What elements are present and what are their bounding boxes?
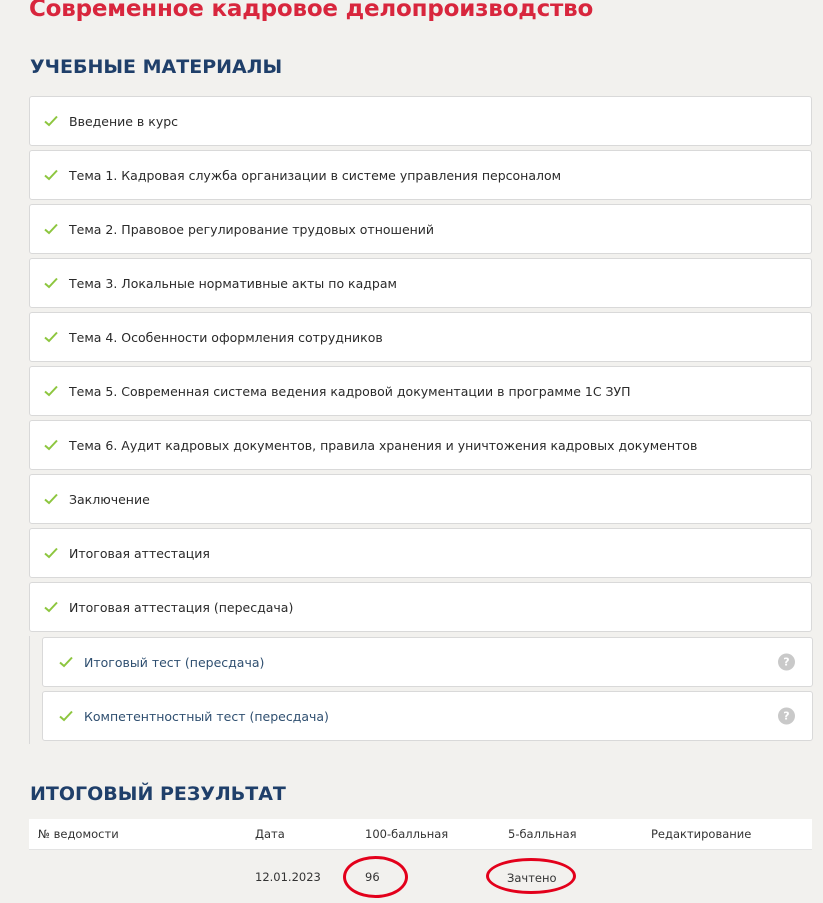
module-item[interactable] bbox=[29, 96, 812, 146]
module-label: Тема 5. Современная система ведения кадровой документации в программе 1С ЗУП bbox=[69, 383, 631, 399]
subitem-label: Итоговый тест (пересдача) bbox=[84, 654, 265, 670]
check-icon bbox=[59, 709, 73, 723]
course-title: Современное кадровое делопроизводство bbox=[29, 0, 594, 22]
module-label: Итоговая аттестация (пересдача) bbox=[69, 599, 294, 615]
check-icon bbox=[44, 276, 58, 290]
score-highlight-circle bbox=[343, 856, 408, 898]
check-icon bbox=[44, 384, 58, 398]
grade-highlight-circle bbox=[486, 858, 576, 894]
subitem-label: Компетентностный тест (пересдача) bbox=[84, 708, 329, 724]
col-header-score-5: 5-балльная bbox=[508, 827, 577, 841]
check-icon bbox=[44, 546, 58, 560]
col-header-score-100: 100-балльная bbox=[365, 827, 449, 841]
module-item[interactable] bbox=[29, 366, 812, 416]
module-item[interactable] bbox=[29, 312, 812, 362]
retake-subitems bbox=[29, 636, 812, 744]
result-heading: ИТОГОВЫЙ РЕЗУЛЬТАТ bbox=[30, 783, 286, 805]
results-header-row bbox=[29, 819, 812, 850]
module-label: Тема 4. Особенности оформления сотрудников bbox=[69, 329, 383, 345]
module-item[interactable] bbox=[29, 528, 812, 578]
col-header-statement: № ведомости bbox=[38, 827, 119, 841]
module-item[interactable] bbox=[29, 474, 812, 524]
check-icon bbox=[44, 600, 58, 614]
results-table bbox=[29, 819, 812, 903]
check-icon bbox=[44, 114, 58, 128]
module-item[interactable] bbox=[29, 204, 812, 254]
help-icon[interactable]: ? bbox=[778, 654, 795, 671]
subitem-final-test-retake[interactable] bbox=[42, 637, 813, 687]
module-list bbox=[29, 96, 812, 636]
check-icon bbox=[44, 492, 58, 506]
table-row bbox=[29, 850, 812, 903]
module-item[interactable] bbox=[29, 420, 812, 470]
module-item[interactable] bbox=[29, 258, 812, 308]
check-icon bbox=[44, 222, 58, 236]
materials-heading: УЧЕБНЫЕ МАТЕРИАЛЫ bbox=[30, 56, 283, 78]
module-label: Тема 6. Аудит кадровых документов, правила хранения и уничтожения кадровых документов bbox=[69, 437, 698, 453]
module-item[interactable] bbox=[29, 582, 812, 632]
module-label: Заключение bbox=[69, 491, 150, 507]
module-label: Тема 3. Локальные нормативные акты по кадрам bbox=[69, 275, 397, 291]
module-label: Тема 2. Правовое регулирование трудовых отношений bbox=[69, 221, 435, 237]
module-label: Итоговая аттестация bbox=[69, 545, 210, 561]
check-icon bbox=[59, 655, 73, 669]
col-header-date: Дата bbox=[255, 827, 285, 841]
check-icon bbox=[44, 168, 58, 182]
result-score-100: 96 bbox=[365, 870, 380, 884]
module-label: Введение в курс bbox=[69, 113, 179, 129]
module-label: Тема 1. Кадровая служба организации в системе управления персоналом bbox=[69, 167, 562, 183]
module-item[interactable] bbox=[29, 150, 812, 200]
col-header-edit: Редактирование bbox=[651, 827, 752, 841]
subitem-competency-test-retake[interactable] bbox=[42, 691, 813, 741]
check-icon bbox=[44, 330, 58, 344]
help-icon[interactable]: ? bbox=[778, 708, 795, 725]
check-icon bbox=[44, 438, 58, 452]
result-score-5: Зачтено bbox=[507, 871, 557, 885]
result-date: 12.01.2023 bbox=[255, 870, 321, 884]
